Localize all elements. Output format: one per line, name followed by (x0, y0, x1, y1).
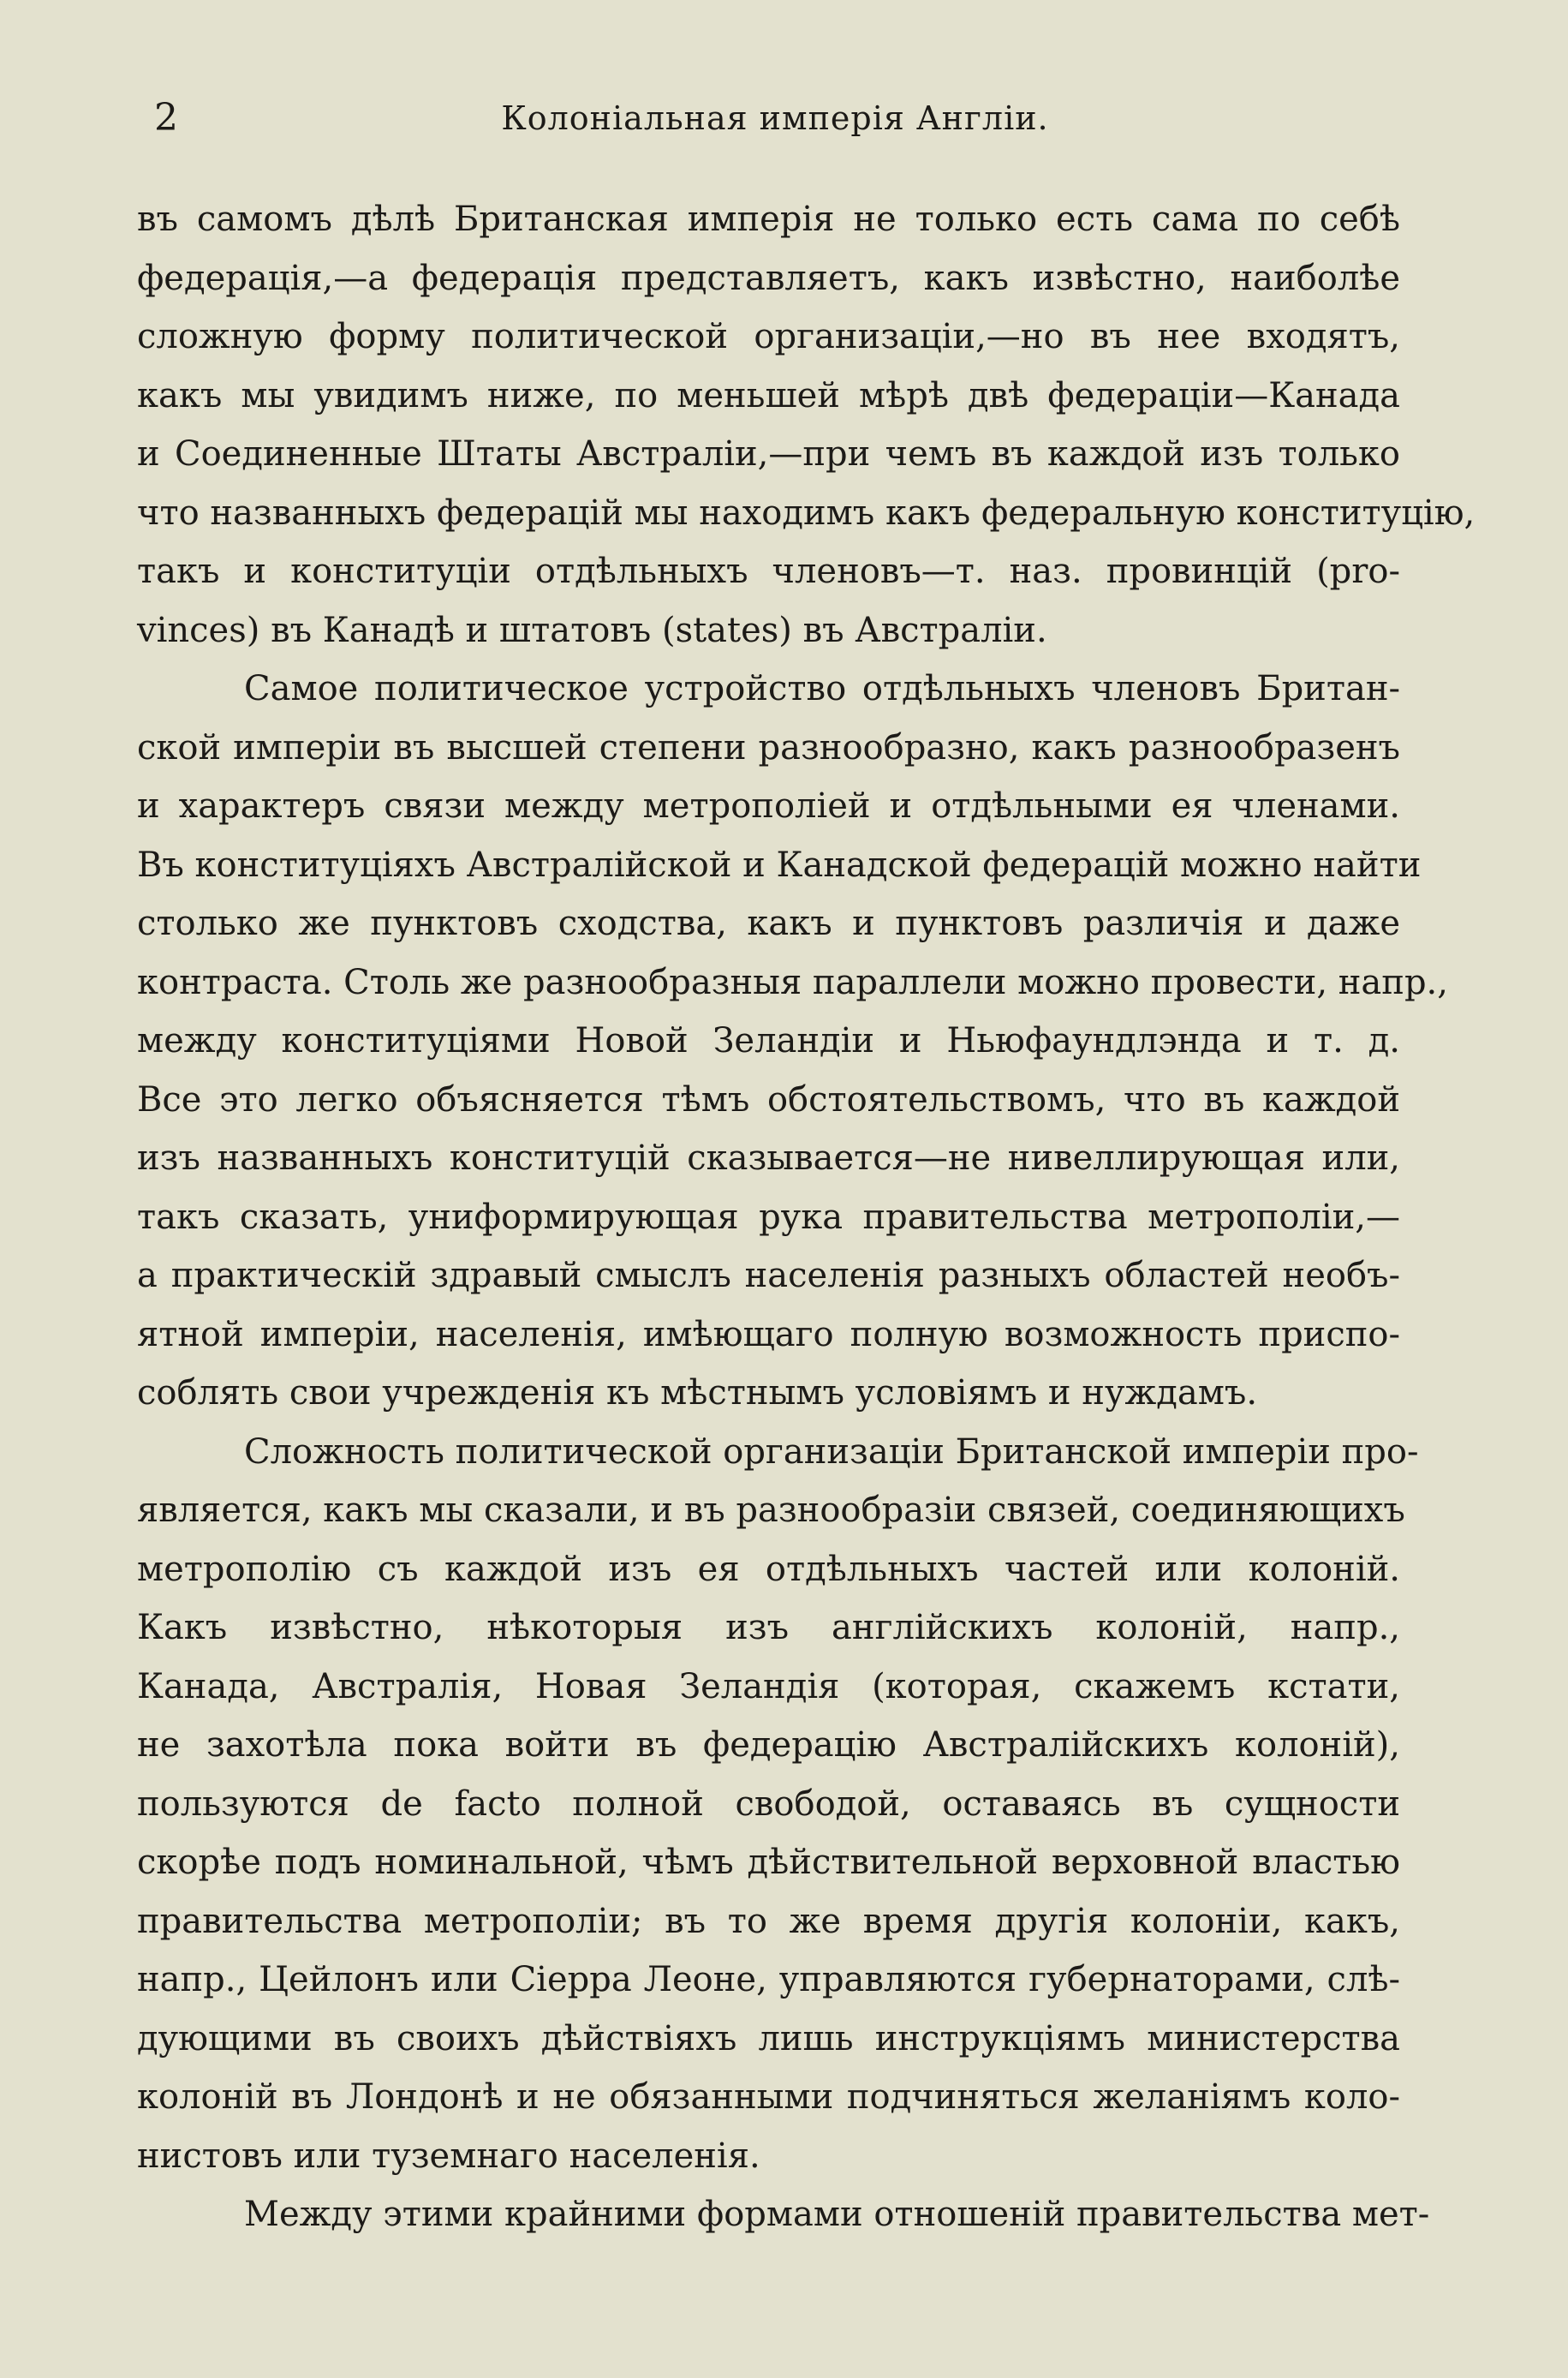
running-title: Колоніальная имперія Англіи. (501, 99, 1049, 137)
text-line: столько же пунктовъ сходства, какъ и пунктовъ различія и даже (137, 904, 1400, 943)
text-line: не захотѣла пока войти въ федерацію Австралійскихъ колоній), (137, 1725, 1400, 1765)
text-line: дующими въ своихъ дѣйствіяхъ лишь инструкціямъ министерства (137, 2018, 1400, 2058)
text-line: напр., Цейлонъ или Сіерра Леоне, управляются губернаторами, слѣ- (137, 1960, 1400, 1999)
text-line: является, какъ мы сказали, и въ разнообразіи связей, соединяющихъ (137, 1491, 1405, 1530)
text-line: въ самомъ дѣлѣ Британская имперія не только есть сама по себѣ (137, 200, 1400, 239)
text-line: сложную форму политической организаціи,—но въ нее входятъ, (137, 317, 1400, 356)
paragraph-start-line: Сложность политической организаціи Британской имперіи про- (244, 1431, 1419, 1472)
text-line: такъ сказать, униформирующая рука правительства метрополіи,— (137, 1197, 1400, 1237)
text-line: такъ и конституціи отдѣльныхъ членовъ—т. наз. провинцій (pro- (137, 552, 1400, 591)
text-line: пользуются de facto полной свободой, оставаясь въ сущности (137, 1784, 1400, 1824)
paragraph-start-line: Самое политическое устройство отдѣльныхъ членовъ Британ- (244, 669, 1400, 708)
text-line: Канада, Австралія, Новая Зеландія (которая, скажемъ кстати, (137, 1666, 1400, 1706)
paragraph-start-line: Между этими крайними формами отношеній правительства мет- (244, 2195, 1430, 2234)
text-line: ской имперіи въ высшей степени разнообразно, какъ разнообразенъ (137, 727, 1400, 768)
text-line: контраста. Столь же разнообразныя параллели можно провести, напр., (137, 962, 1448, 1002)
text-line: а практическій здравый смыслъ населенія разныхъ областей необъ- (137, 1256, 1400, 1295)
page-number: 2 (154, 96, 178, 140)
text-line: какъ мы увидимъ ниже, по меньшей мѣрѣ двѣ федераціи—Канада (137, 375, 1400, 415)
text-line: Какъ извѣстно, нѣкоторыя изъ англійскихъ колоній, напр., (137, 1608, 1400, 1647)
text-line: Все это легко объясняется тѣмъ обстоятельствомъ, что въ каждой (137, 1079, 1400, 1120)
text-line: федерація,—а федерація представляетъ, какъ извѣстно, наиболѣе (137, 258, 1400, 298)
text-line: что названныхъ федерацій мы находимъ какъ федеральную конституцію, (137, 493, 1476, 533)
paragraph-end-line: соблять свои учрежденія къ мѣстнымъ условіямъ и нуждамъ. (137, 1373, 1258, 1413)
text-line: колоній въ Лондонѣ и не обязанными подчиняться желаніямъ коло- (137, 2077, 1400, 2117)
text-line: между конституціями Новой Зеландіи и Ньюфаундлэнда и т. д. (137, 1021, 1400, 1061)
paragraph-end-line: нистовъ или туземнаго населенія. (137, 2136, 760, 2176)
text-line: правительства метрополіи; въ то же время другія колоніи, какъ, (137, 1901, 1400, 1941)
paragraph-end-line: vinces) въ Канадѣ и штатовъ (states) въ Австраліи. (137, 610, 1047, 650)
page-header (137, 93, 1413, 144)
text-line: скорѣе подъ номинальной, чѣмъ дѣйствительной верховной властью (137, 1843, 1400, 1882)
text-line: метрополію съ каждой изъ ея отдѣльныхъ частей или колоній. (137, 1549, 1400, 1589)
text-line: и характеръ связи между метрополіей и отдѣльными ея членами. (137, 786, 1400, 826)
text-line: Въ конституціяхъ Австралійской и Канадской федерацій можно найти (137, 845, 1422, 885)
text-line: ятной имперіи, населенія, имѣющаго полную возможность приспо- (137, 1314, 1400, 1354)
text-line: и Соединенные Штаты Австраліи,—при чемъ въ каждой изъ только (137, 434, 1400, 474)
text-line: изъ названныхъ конституцій сказывается—не нивеллирующая или, (137, 1138, 1400, 1178)
body-text (137, 190, 1476, 2244)
